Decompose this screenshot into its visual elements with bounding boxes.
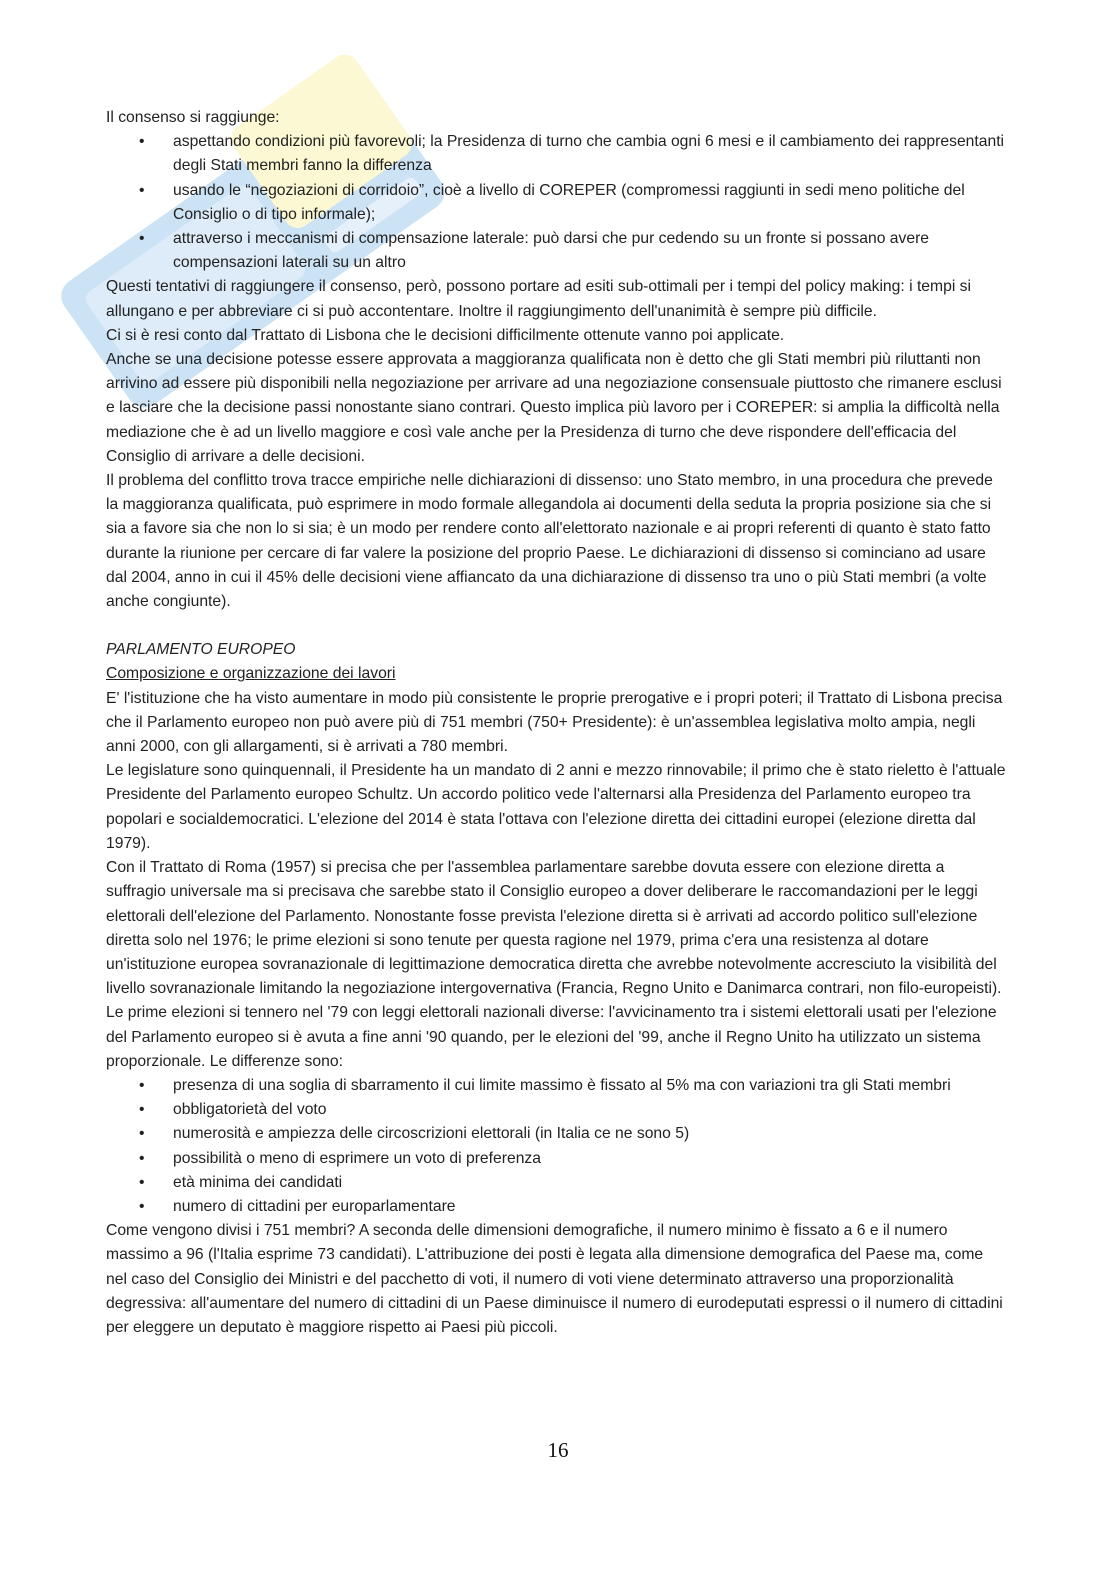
- paragraph: Le prime elezioni si tennero nel '79 con leggi elettorali nazionali diverse: l'avvicinamento tra i sistemi elettorali usati per l'elezione del Parlamento europeo si è avuta a fine anni '90 quando, per le elezioni del '99, anche il Regno Unito ha utilizzato un sistema proporzionale. Le differenze sono:: [106, 1004, 997, 1070]
- page-number: 16: [547, 1438, 569, 1462]
- paragraph: E' l'istituzione che ha visto aumentare in modo più consistente le proprie prerogative e i propri poteri; il Trattato di Lisbona precisa che il Parlamento europeo non può avere più di 751 membri (750+ Presidente): è un'assemblea legislativa molto ampia, negli anni 2000, con gli allargamenti, si è arrivati a 780 membri.: [106, 689, 1003, 756]
- paragraph: Con il Trattato di Roma (1957) si precisa che per l'assemblea parlamentare sarebbe dovuta essere con elezione diretta a suffragio universale ma si precisava che sarebbe stato il Consiglio europeo a dover deliberare le raccomandazioni per le leggi elettorali dell'elezione del Parlamento. Nonostante fosse prevista l'elezione diretta si è arrivati ad accordo politico sull'elezione diretta solo nel 1976; le prime elezioni si sono tenute per questa ragione nel 1979, prima c'era una resistenza al dotare un'istituzione europea sovranazionale di legittimazione democratica diretta che avrebbe notevolmente accresciuto la visibilità del livello sovranazionale limitando la negoziazione intergovernativa (Francia, Regno Unito e Danimarca contrari, non filo-europeisti).: [106, 859, 1002, 998]
- list-item: • usando le “negoziazioni di corridoio”, cioè a livello di COREPER (compromessi raggiunti in sedi meno politiche del Consiglio o di tipo informale);: [106, 179, 1006, 227]
- list-item: • obbligatorietà del voto: [106, 1098, 1006, 1122]
- paragraph: Ci si è resi conto dal Trattato di Lisbona che le decisioni difficilmente ottenute vanno poi applicate.: [106, 326, 785, 344]
- paragraph: Anche se una decisione potesse essere approvata a maggioranza qualificata non è detto che gli Stati membri più riluttanti non arrivino ad essere più disponibili nella negoziazione per arrivare ad una negoziazione consensuale piuttosto che rimanere esclusi e lasciare che la decisione passi nonostante siano contrari. Questo implica più lavoro per i COREPER: si amplia la difficoltà nella mediazione che è ad un livello maggiore e così vale anche per la Presidenza di turno che deve rispondere dell'efficacia del Consiglio di arrivare a delle decisioni.: [106, 351, 1002, 465]
- bullet-icon: •: [139, 1197, 145, 1215]
- bullet-icon: •: [139, 181, 145, 199]
- bullet-icon: •: [139, 1173, 145, 1191]
- list-item: • numero di cittadini per europarlamentare: [106, 1195, 1006, 1219]
- paragraph: Come vengono divisi i 751 membri? A seconda delle dimensioni demografiche, il numero minimo è fissato a 6 e il numero massimo a 96 (l'Italia esprime 73 candidati). L'attribuzione dei posti è legata alla dimensione demografica del Paese ma, come nel caso del Consiglio dei Ministri e del pacchetto di voti, il numero di voti viene determinato attraverso una proporzionalità degressiva: all'aumentare del numero di cittadini di un Paese diminuisce il numero di eurodeputati espressi o il numero di cittadini per eleggere un deputato è maggiore rispetto ai Paesi più piccoli.: [106, 1222, 1003, 1336]
- subsection-title: Composizione e organizzazione dei lavori: [106, 665, 396, 683]
- list-item: • presenza di una soglia di sbarramento il cui limite massimo è fissato al 5% ma con variazioni tra gli Stati membri: [106, 1074, 1006, 1098]
- paragraph: Il problema del conflitto trova tracce empiriche nelle dichiarazioni di dissenso: uno Stato membro, in una procedura che prevede la maggioranza qualificata, può esprimere in modo formale allegandola ai documenti della seduta la propria posizione sia che si sia a favore sia che non lo si sia; è un modo per rendere conto all'elettorato nazionale e ai propri referenti di quanto è stato fatto durante la riunione per cercare di far valere la posizione del proprio Paese. Le dichiarazioni di dissenso si cominciano ad usare dal 2004, anno in cui il 45% delle decisioni viene affiancato da una dichiarazione di dissenso tra uno o più Stati membri (a volte anche congiunte).: [106, 472, 993, 611]
- bullet-icon: •: [139, 1125, 145, 1143]
- paragraph: Questi tentativi di raggiungere il consenso, però, possono portare ad esiti sub-ottimali per i tempi del policy making: i tempi si allungano e per abbreviare ci si può accontentare. Inoltre il raggiungimento dell'unanimità è sempre più difficile.: [106, 278, 971, 320]
- list-item: • numerosità e ampiezza delle circoscrizioni elettorali (in Italia ce ne sono 5): [106, 1122, 1006, 1146]
- list-item: • età minima dei candidati: [106, 1171, 1006, 1195]
- consensus-list: [106, 130, 1006, 275]
- list-item: • aspettando condizioni più favorevoli; la Presidenza di turno che cambia ogni 6 mesi e il cambiamento dei rappresentanti degli Stati membri fanno la differenza: [106, 130, 1006, 178]
- bullet-icon: •: [139, 1076, 145, 1094]
- list-item: • possibilità o meno di esprimere un voto di preferenza: [106, 1147, 1006, 1171]
- list-item: • attraverso i meccanismi di compensazione laterale: può darsi che pur cedendo su un fronte si possano avere compensazioni laterali su un altro: [106, 227, 1006, 275]
- consensus-lead: Il consenso si raggiunge:: [106, 109, 280, 126]
- bullet-icon: •: [139, 1101, 145, 1119]
- section-title: PARLAMENTO EUROPEO: [106, 641, 296, 659]
- bullet-icon: •: [139, 1149, 145, 1167]
- bullet-icon: •: [139, 133, 145, 151]
- bullet-icon: •: [139, 230, 145, 248]
- document-body: [106, 106, 1006, 1340]
- section-spacer: [106, 614, 1006, 638]
- paragraph: Le legislature sono quinquennali, il Presidente ha un mandato di 2 anni e mezzo rinnovabile; il primo che è stato rieletto è l'attuale Presidente del Parlamento europeo Schultz. Un accordo politico vede l'alternarsi alla Presidenza del Parlamento europeo tra popolari e socialdemocratici. L'elezione del 2014 è stata l'ottava con l'elezione diretta dei cittadini europei (elezione diretta dal 1979).: [106, 762, 1006, 852]
- differences-list: [106, 1074, 1006, 1219]
